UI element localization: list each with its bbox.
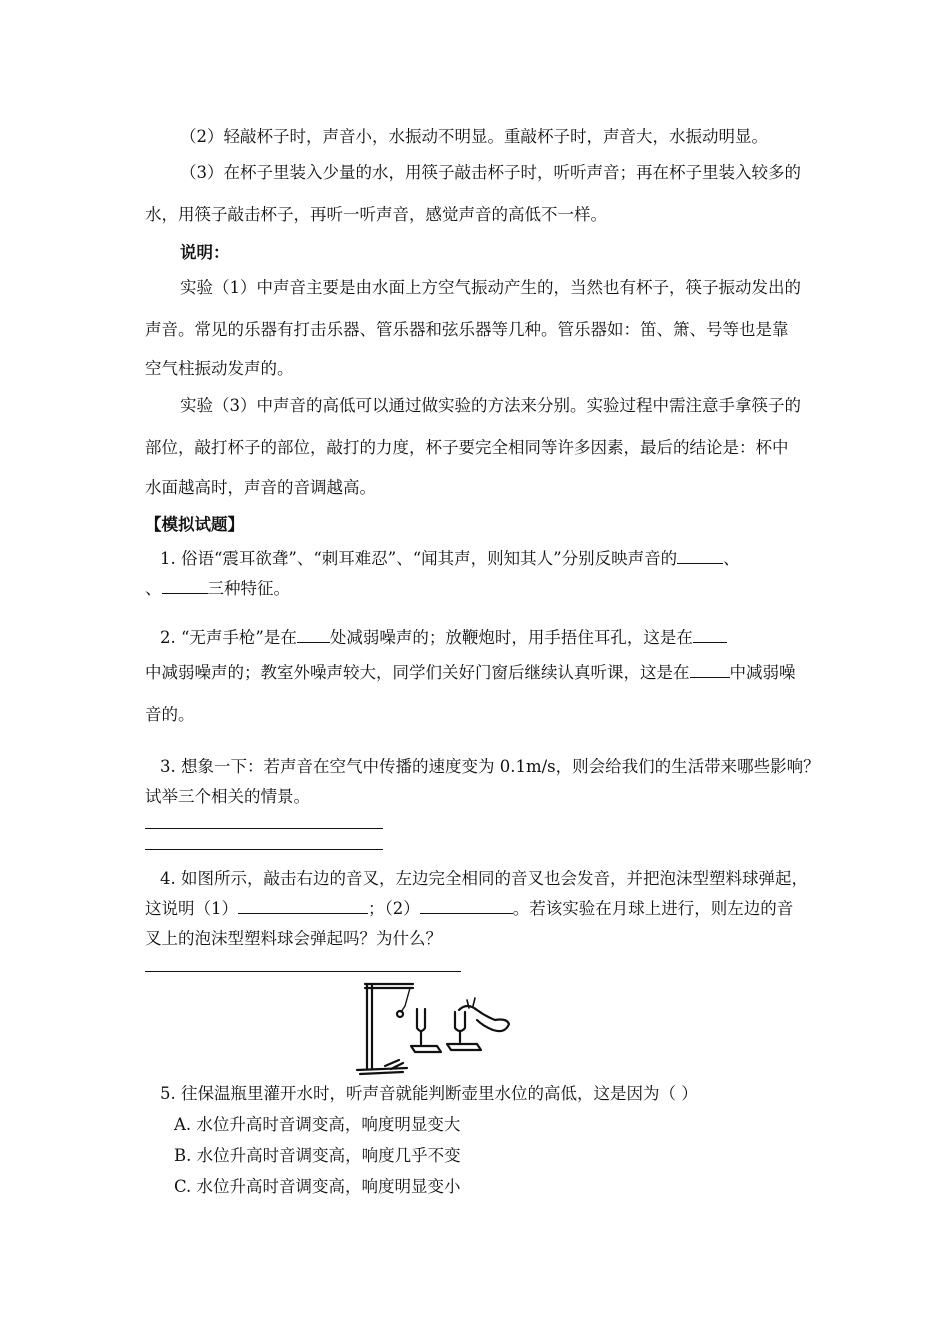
answer-blank[interactable] <box>693 627 727 643</box>
question-4-line-2 <box>145 898 793 920</box>
question-3-line-2: 试举三个相关的情景。 <box>145 787 310 806</box>
question-3-line-1: 3. 想象一下：若声音在空气中传播的速度变为 0.1m/s，则会给我们的生活带来哪些影响？ <box>160 757 820 776</box>
answer-line[interactable] <box>145 849 383 850</box>
question-2-line-3: 音的。 <box>145 705 195 724</box>
left-fork-base <box>411 1046 441 1052</box>
question-2-text: 中减弱噪声的；教室外噪声较大，同学们关好门窗后继续认真听课，这是在 <box>145 663 690 682</box>
paragraph-line: 空气柱振动发声的。 <box>145 359 294 378</box>
thread <box>401 988 410 1012</box>
stand-pole <box>367 984 372 1068</box>
question-1-text: 1. 俗语“震耳欲聋”、“刺耳难忍”、“闻其声，则知其人”分别反映声音的 <box>160 549 678 568</box>
question-2-line-2 <box>145 662 796 684</box>
question-4-line-3: 叉上的泡沫型塑料球会弹起吗？为什么？ <box>145 929 442 948</box>
note-heading: 说明： <box>180 243 230 262</box>
question-2-text: 中减弱噪 <box>729 663 796 682</box>
question-4-text: 这说明（1） <box>145 899 238 918</box>
answer-line[interactable] <box>145 828 383 829</box>
paragraph-line: 水面越高时，声音的音调越高。 <box>145 478 376 497</box>
question-5: 5. 往保温瓶里灌开水时，听声音就能判断壶里水位的高低，这是因为（ ） <box>160 1084 698 1103</box>
question-2-text: 2. “无声手枪”是在 <box>160 628 297 647</box>
paragraph-line: 实验（3）中声音的高低可以通过做实验的方法来分别。实验过程中需注意手拿筷子的 <box>180 396 801 415</box>
question-4-text: ；（2） <box>368 899 420 918</box>
paragraph-line: 水，用筷子敲击杯子，再听一听声音，感觉声音的高低不一样。 <box>145 205 607 224</box>
answer-blank[interactable] <box>162 578 208 594</box>
separator: 、 <box>145 579 162 598</box>
paragraph-line: 实验（1）中声音主要是由水面上方空气振动产生的，当然也有杯子，筷子振动发出的 <box>180 278 801 297</box>
separator: 、 <box>723 549 740 568</box>
option-c[interactable]: C. 水位升高时音调变高，响度明显变小 <box>174 1177 461 1196</box>
stand-base <box>357 1068 407 1074</box>
answer-line[interactable] <box>145 971 461 972</box>
option-b[interactable]: B. 水位升高时音调变高，响度几乎不变 <box>174 1146 461 1165</box>
question-4-text: 。若该实验在月球上进行，则左边的音 <box>512 899 794 918</box>
left-tuning-fork <box>417 1009 425 1031</box>
option-a[interactable]: A. 水位升高时音调变高，响度明显变大 <box>174 1115 461 1134</box>
tuning-fork-figure <box>355 976 515 1076</box>
right-fork-base <box>447 1044 481 1050</box>
question-1-line-1 <box>160 548 740 570</box>
section-title: 【模拟试题】 <box>145 515 244 534</box>
striking-hand <box>459 1006 509 1031</box>
question-1-tail: 三种特征。 <box>207 579 290 598</box>
answer-blank[interactable] <box>238 898 368 914</box>
paragraph-line: （2）轻敲杯子时，声音小，水振动不明显。重敲杯子时，声音大，水振动明显。 <box>180 127 768 146</box>
answer-blank[interactable] <box>297 627 330 643</box>
question-2-line-1 <box>160 627 727 649</box>
question-4-line-1: 4. 如图所示，敲击右边的音叉，左边完全相同的音叉也会发音，并把泡沫型塑料球弹起， <box>160 869 808 888</box>
paragraph-line: 声音。常见的乐器有打击乐器、管乐器和弦乐器等几种。管乐器如：笛、箫、号等也是靠 <box>145 320 789 339</box>
paragraph-line: 部位，敲打杯子的部位，敲打的力度，杯子要完全相同等许多因素，最后的结论是：杯中 <box>145 438 789 457</box>
right-tuning-fork <box>455 1012 465 1031</box>
question-1-line-2 <box>145 578 290 600</box>
answer-blank[interactable] <box>677 548 723 564</box>
answer-blank[interactable] <box>420 898 513 914</box>
paragraph-line: （3）在杯子里装入少量的水，用筷子敲击杯子时，听听声音；再在杯子里装入较多的 <box>180 163 801 182</box>
question-2-text: 处减弱噪声的；放鞭炮时，用手捂住耳孔，这是在 <box>329 628 693 647</box>
foam-ball <box>397 1011 403 1017</box>
answer-blank[interactable] <box>690 662 730 678</box>
